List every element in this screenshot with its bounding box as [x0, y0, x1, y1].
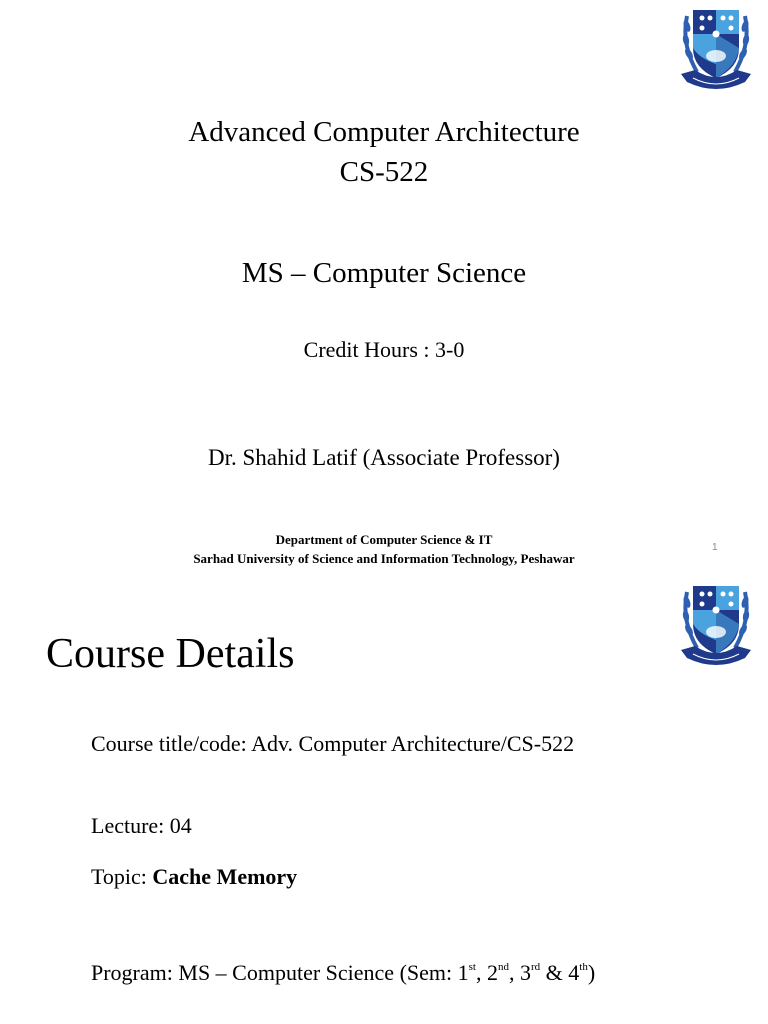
university-crest-icon: [679, 4, 753, 94]
department-name: Department of Computer Science & IT: [275, 532, 493, 547]
university-crest-icon: [679, 580, 753, 670]
sem-separator-2: , 3: [508, 960, 531, 985]
program-end: ): [587, 960, 596, 985]
program-line: [91, 959, 595, 987]
topic-line: [91, 863, 297, 891]
course-code: CS-522: [339, 156, 429, 188]
credit-hours: Credit Hours : 3-0: [303, 337, 465, 362]
slide-heading: Course Details: [46, 631, 295, 677]
course-title-code: Course title/code: Adv. Computer Architecture/CS-522: [91, 731, 575, 756]
sem-1-suffix: st: [468, 961, 476, 973]
affiliation: [0, 530, 768, 568]
course-details-slide: [0, 576, 768, 1024]
sem-3-suffix: rd: [530, 961, 541, 973]
program-title: MS – Computer Science: [241, 257, 527, 289]
lecture-number: Lecture: 04: [91, 813, 192, 838]
sem-4-suffix: th: [579, 961, 588, 973]
program-label: Program: MS – Computer Science (Sem: 1: [91, 960, 469, 985]
instructor-name: Dr. Shahid Latif (Associate Professor): [208, 445, 560, 470]
topic-label: Topic:: [91, 864, 153, 889]
course-name: Advanced Computer Architecture: [188, 116, 580, 148]
university-name: Sarhad University of Science and Information Technology, Peshawar: [193, 551, 575, 566]
course-title: [0, 112, 768, 192]
slide-number: 1: [712, 542, 718, 553]
topic-value: Cache Memory: [152, 864, 298, 889]
sem-separator-1: , 2: [475, 960, 498, 985]
sem-2-suffix: nd: [497, 961, 509, 973]
sem-separator-3: & 4: [540, 960, 580, 985]
